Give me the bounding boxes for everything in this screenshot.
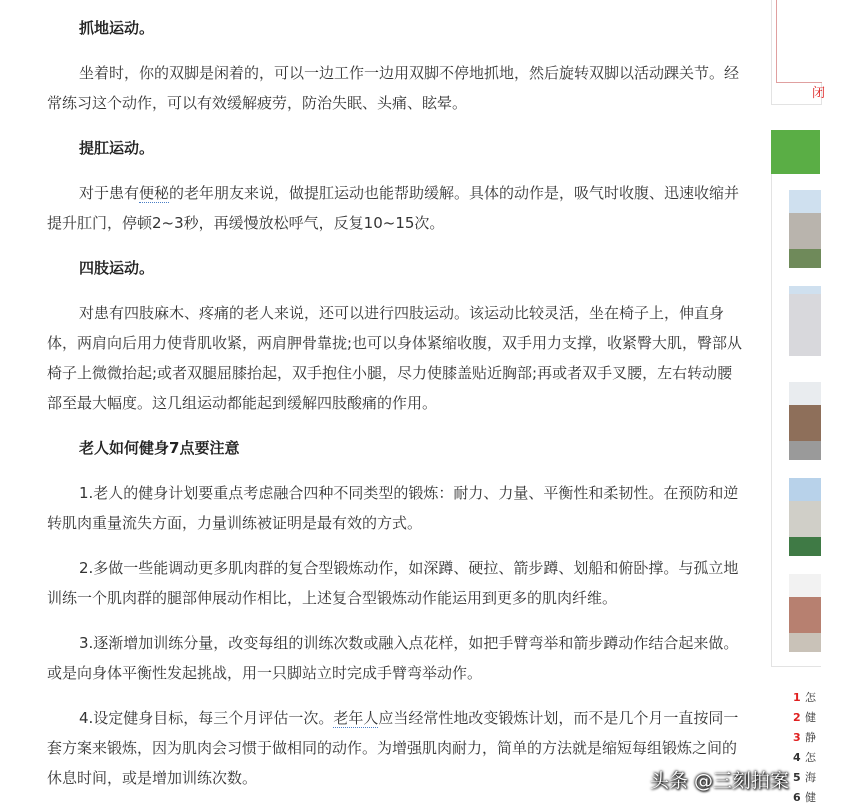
ad-box[interactable] <box>771 0 826 105</box>
heading-limb-exercise: 四肢运动。 <box>79 259 155 277</box>
tip-4 <box>47 703 747 793</box>
paragraph-grip-exercise: 坐着时，你的双脚是闲着的，可以一边工作一边用双脚不停地抓地，然后旋转双脚以活动踝关节。经常练习这个动作，可以有效缓解疲劳，防治失眠、头痛、眩晕。 <box>47 64 740 112</box>
thumbnail-image[interactable] <box>789 574 821 652</box>
heading-seven-tips: 老人如何健身7点要注意 <box>79 439 240 457</box>
list-item[interactable] <box>793 788 833 808</box>
rank-title[interactable]: 健 <box>805 791 816 804</box>
recommend-thumbnails <box>771 174 821 667</box>
ad-close-label[interactable]: 闭 <box>812 86 826 101</box>
elderly-link[interactable]: 老年人 <box>333 709 379 727</box>
thumbnail-image[interactable] <box>789 382 821 460</box>
rank-number: 2 <box>793 711 801 724</box>
heading-grip-exercise: 抓地运动。 <box>79 19 155 37</box>
list-item[interactable] <box>793 748 833 768</box>
watermark: 头条 @三刻拍案 <box>650 770 790 792</box>
tip-2: 2.多做一些能调动更多肌肉群的复合型锻炼动作，如深蹲、硬拉、箭步蹲、划船和俯卧撑。与孤立地训练一个肌肉群的腿部伸展动作相比，上述复合型锻炼动作能运用到更多的肌肉纤维。 <box>47 559 739 607</box>
thumbnail-image[interactable] <box>789 478 821 556</box>
rank-number: 4 <box>793 751 801 764</box>
rank-title[interactable]: 怎 <box>805 751 816 764</box>
right-sidebar <box>771 0 858 806</box>
list-item[interactable] <box>793 768 833 788</box>
paragraph-text: 4.设定健身目标，每三个月评估一次。 <box>79 709 334 727</box>
thumbnail-image[interactable] <box>789 286 821 364</box>
heading-anal-lift-exercise: 提肛运动。 <box>79 139 155 157</box>
rank-number: 1 <box>793 691 801 704</box>
rank-number: 5 <box>793 771 801 784</box>
recommend-tab-label: 推 <box>840 141 858 162</box>
paragraph-text: 的老年朋友来说，做提肛运动也能帮助缓解。具体的动作是，吸气时收腹、迅速收缩并提升肛门，停顿2~3秒，再缓慢放松呼气，反复10~15次。 <box>47 184 740 232</box>
list-item[interactable] <box>793 728 833 748</box>
thumbnail-image[interactable] <box>789 190 821 268</box>
rank-title[interactable]: 静 <box>805 731 816 744</box>
article-body <box>47 0 747 793</box>
tip-3: 3.逐渐增加训练分量，改变每组的训练次数或融入点花样，如把手臂弯举和箭步蹲动作结合起来做。或是向身体平衡性发起挑战，用一只脚站立时完成手臂弯举动作。 <box>47 634 739 682</box>
rank-title[interactable]: 海 <box>805 771 816 784</box>
paragraph-limb-exercise: 对患有四肢麻木、疼痛的老人来说，还可以进行四肢运动。该运动比较灵活，坐在椅子上，伸直身体，两肩向后用力使背肌收紧，两肩胛骨靠拢;也可以身体紧缩收腹，双手用力支撑，收紧臀大肌，臀部从椅子上微微抬起;或者双腿屈膝抬起，双手抱住小腿，尽力使膝盖贴近胸部;再或者双手叉腰，左右转动腰部至最大幅度。这几组运动都能起到缓解四肢酸痛的作用。 <box>47 304 743 412</box>
recommend-tab[interactable] <box>771 130 858 174</box>
rank-title[interactable]: 健 <box>805 711 816 724</box>
rank-title[interactable]: 怎 <box>805 691 816 704</box>
tip-1: 1.老人的健身计划要重点考虑融合四种不同类型的锻炼：耐力、力量、平衡性和柔韧性。在预防和逆转肌肉重量流失方面，力量训练被证明是最有效的方式。 <box>47 484 739 532</box>
rank-number: 3 <box>793 731 801 744</box>
ad-image[interactable] <box>776 0 822 83</box>
list-item[interactable] <box>793 688 833 708</box>
paragraph-anal-lift-exercise <box>47 178 747 238</box>
hot-ranking-list <box>793 688 833 808</box>
paragraph-text: 应当经常性地改变锻炼计划，而不是几个月一直按同一套方案来锻炼，因为肌肉会习惯于做相同的动作。为增强肌肉耐力，简单的方法就是缩短每组锻炼之间的休息时间，或是增加训练次数。 <box>47 709 739 787</box>
constipation-link[interactable]: 便秘 <box>139 184 170 202</box>
rank-number: 6 <box>793 791 801 804</box>
list-item[interactable] <box>793 708 833 728</box>
paragraph-text: 对于患有 <box>79 184 140 202</box>
